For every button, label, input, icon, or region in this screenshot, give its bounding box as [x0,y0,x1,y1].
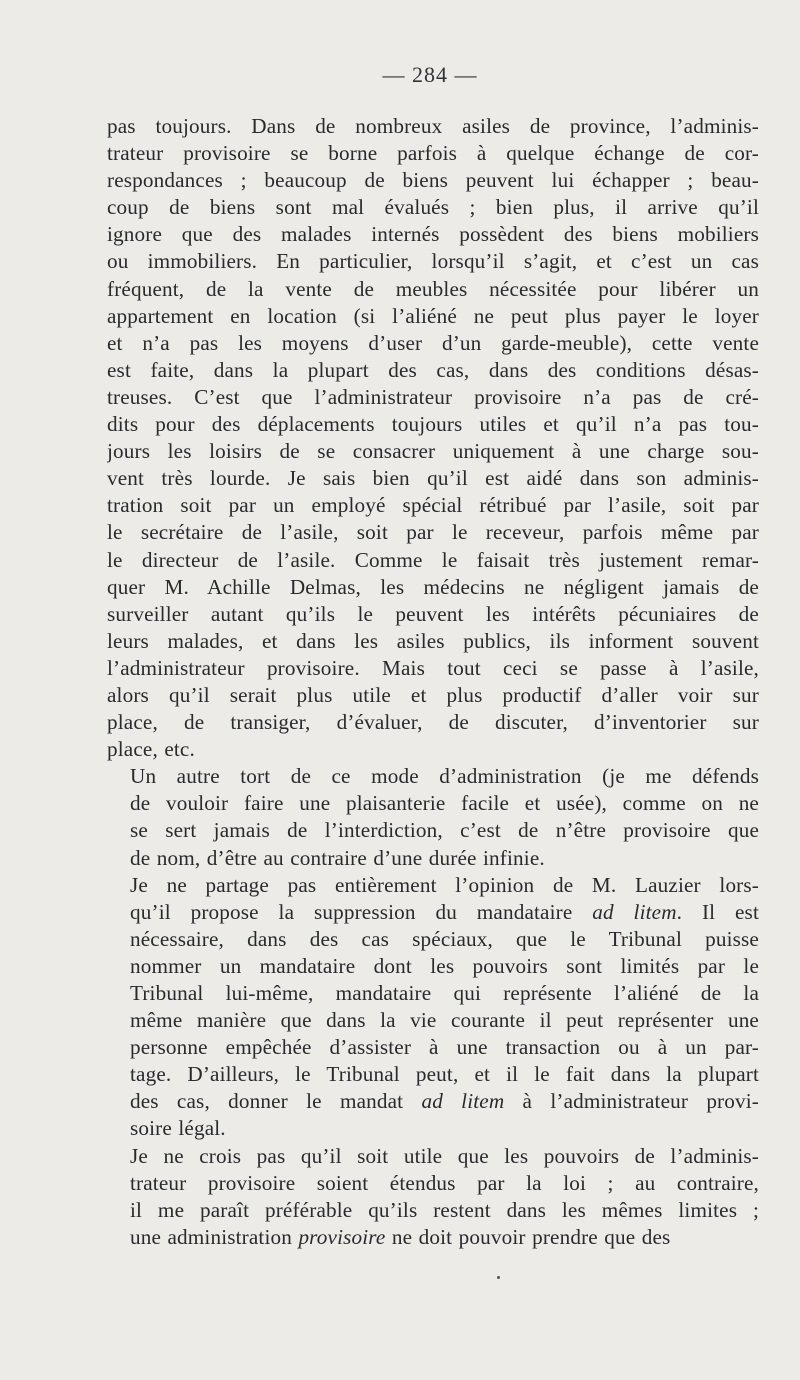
print-speck [497,1276,500,1279]
text-line: leurs malades, et dans les asiles publics, ils informent souvent [107,628,759,653]
paragraph [107,113,759,763]
text-line: de nom, d’être au contraire d’une durée infinie. [130,845,545,870]
text-line: surveiller autant qu’ils le peuvent les intérêts pécuniaires de [107,601,759,626]
text-line: Tribunal lui-même, mandataire qui représente l’aliéné de la [130,981,759,1005]
text-line: il me paraît préférable qu’ils restent dans les mêmes limites ; [130,1197,759,1222]
text-line: alors qu’il serait plus utile et plus productif d’aller voir sur [107,682,759,707]
text-line: Un autre tort de ce mode d’administration (je me défends [130,764,759,789]
text-line: nommer un mandataire dont les pouvoirs sont limités par le [130,953,759,978]
text-line: soire légal. [130,1116,226,1141]
text-line: dits pour des déplacements toujours utiles et qu’il n’a pas tou- [107,412,759,437]
text-line: et n’a pas les moyens d’user d’un garde-meuble), cette vente [107,330,759,355]
text-line: tration soit par un employé spécial rétribué par l’asile, soit par [107,493,759,518]
paragraph [107,872,759,1143]
page-number: — 284 — [382,62,478,87]
text-line: place, de transiger, d’évaluer, de discuter, d’inventorier sur [107,710,759,735]
text-line: fréquent, de la vente de meubles nécessitée pour libérer un [107,276,759,301]
text-line: est faite, dans la plupart des cas, dans des conditions désas- [107,357,759,382]
text-line: jours les loisirs de se consacrer uniquement à une charge sou- [107,439,759,464]
text-line: l’administrateur provisoire. Mais tout ceci se passe à l’asile, [107,655,759,680]
paragraph [107,763,759,871]
text-line: tage. D’ailleurs, le Tribunal peut, et il le fait dans la plupart [130,1062,759,1087]
text-line: même manière que dans la vie courante il peut représenter une [130,1008,759,1033]
text-line: personne empêchée d’assister à une transaction ou à un par- [130,1035,759,1060]
text-line: coup de biens sont mal évalués ; bien plus, il arrive qu’il [107,195,759,220]
text-line: ignore que des malades internés possèdent des biens mobiliers [107,222,759,247]
text-line: pas toujours. Dans de nombreux asiles de province, l’adminis- [107,114,759,138]
text-line: le secrétaire de l’asile, soit par le receveur, parfois même par [107,520,759,545]
text-line: qu’il propose la suppression du mandataire ad litem. Il est [130,899,759,924]
text-line: ou immobiliers. En particulier, lorsqu’il s’agit, et c’est un cas [107,249,759,274]
text-line: des cas, donner le mandat ad litem à l’administrateur provi- [130,1089,759,1114]
paragraph [107,1143,759,1251]
body-text [107,113,759,1251]
text-line: Je ne partage pas entièrement l’opinion de M. Lauzier lors- [130,872,759,897]
text-line: place, etc. [107,737,195,762]
text-line: quer M. Achille Delmas, les médecins ne négligent jamais de [107,574,759,599]
text-line: appartement en location (si l’aliéné ne peut plus payer le loyer [107,303,759,328]
text-line: trateur provisoire soient étendus par la loi ; au contraire, [130,1170,759,1195]
text-line: le directeur de l’asile. Comme le faisait très justement remar- [107,547,759,572]
text-line: trateur provisoire se borne parfois à quelque échange de cor- [107,141,759,166]
text-line: nécessaire, dans des cas spéciaux, que le Tribunal puisse [130,926,759,951]
text-line: de vouloir faire une plaisanterie facile et usée), comme on ne [130,791,759,816]
text-line: se sert jamais de l’interdiction, c’est de n’être provisoire que [130,818,759,843]
text-line: vent très lourde. Je sais bien qu’il est aidé dans son adminis- [107,466,759,491]
text-line: une administration provisoire ne doit pouvoir prendre que des [130,1224,671,1249]
text-line: treuses. C’est que l’administrateur provisoire n’a pas de cré- [107,384,759,409]
text-line: Je ne crois pas qu’il soit utile que les pouvoirs de l’adminis- [130,1143,759,1168]
text-line: respondances ; beaucoup de biens peuvent lui échapper ; beau- [107,168,759,193]
